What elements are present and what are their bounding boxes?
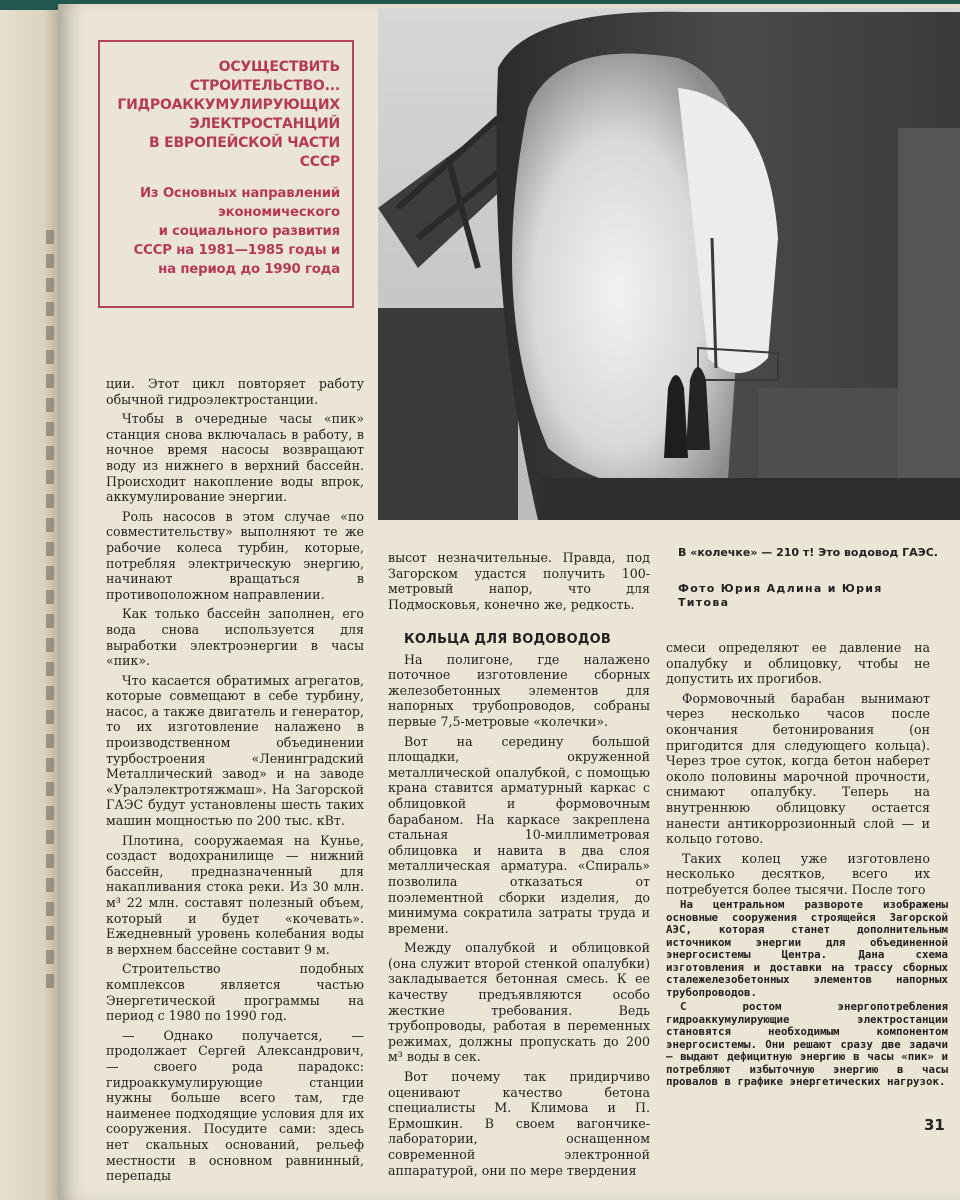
caption-text: В «колечке» — 210 т! Это водовод ГАЭС. xyxy=(678,546,938,559)
paragraph: Как только бассейн заполнен, его вода снова используется для выработки электроэнергии в часы «пик». xyxy=(106,606,364,669)
editorial-note xyxy=(666,899,948,1091)
paragraph: высот незначительные. Правда, под Загорском удастся получить 100-метровый напор, что для Подмосковья, конечно же, редкость. xyxy=(388,550,650,612)
paragraph: Вот на середину большой площадки, окруженной металлической опалубкой, с помощью крана ставится арматурный каркас с облицовкой и формовочным барабаном. На каркасе закреплена стальная 10-миллиметровая облицовка и навита в два слоя металлическая арматура. «Спираль» позволила отказаться от поэлементной сборки изделия, до минимума сократила затраты труда и времени. xyxy=(388,733,650,936)
paragraph: — Однако получается, — продолжает Сергей Александрович, — своего рода парадокс: гидроаккумулирующие станции нужны больше всего там, где наименее подходящие условия для их сооружения. Посудите сами: здесь нет скальных оснований, рельеф местности в основном равнинный, перепады xyxy=(106,1027,364,1184)
article-column-2-top xyxy=(388,550,650,616)
previous-page-edge xyxy=(0,10,62,1200)
article-column-1 xyxy=(106,376,364,1188)
headline-box xyxy=(98,40,354,308)
paragraph: Формовочный барабан вынимают через несколько часов после окончания бетонирования (он пригодится для следующего кольца). Через трое суток, когда бетон наберет около половины марочной прочности, снимают опалубку. Теперь на внутреннюю облицовку остается нанести антикоррозионный слой — и кольцо готово. xyxy=(666,690,930,847)
previous-page-text-fragments xyxy=(42,230,56,998)
headline-title: ОСУЩЕСТВИТЬ СТРОИТЕЛЬСТВО... ГИДРОАККУМУЛИРУЮЩИХ ЭЛЕКТРОСТАНЦИЙ В ЕВРОПЕЙСКОЙ ЧАСТИ СССР xyxy=(117,59,340,170)
paragraph: смеси определяют ее давление на опалубку и облицовку, чтобы не допустить их прогибов. xyxy=(666,640,930,687)
page-number: 31 xyxy=(924,1116,945,1134)
photo-credit: Фото Юрия Адлина и Юрия Титова xyxy=(678,582,883,609)
paragraph: Плотина, сооружаемая на Кунье, создаст водохранилище — нижний бассейн, предназначенный для накапливания стока реки. Из 30 млн. м³ 22 млн. составят полезный объем, который и будет «кочевать». Ежедневный уровень колебания воды в верхнем бассейне составит 9 м. xyxy=(106,832,364,957)
article-column-2 xyxy=(388,632,650,1182)
note-paragraph: С ростом энергопотребления гидроаккумулирующие электростанции становятся необходимым компонентом энергосистемы. Они решают сразу две задачи — выдают дефицитную энергию в часы «пик» и потребляют избыточную энергию в часы провалов в графике энергетических нагрузок. xyxy=(666,1000,948,1088)
paragraph: Чтобы в очередные часы «пик» станция снова включалась в работу, в ночное время насосы возвращают воду из нижнего в верхний бассейн. Происходит накопление воды впрок, аккумулирование энергии. xyxy=(106,411,364,505)
paragraph: Роль насосов в этом случае «по совместительству» выполняют те же рабочие колеса турбин, которые, потребляя электрическую энергию, начинают вращаться в противоположном направлении. xyxy=(106,508,364,602)
section-subheading: КОЛЬЦА ДЛЯ ВОДОВОДОВ xyxy=(404,632,612,647)
paragraph: Между опалубкой и облицовкой (она служит второй стенкой опалубки) закладывается бетонная смесь. К ее качеству предъявляются особо жесткие требования. Ведь трубопроводы, работая в переменных режимах, должны пропускать до 200 м³ воды в сек. xyxy=(388,940,650,1065)
paragraph: Вот почему так придирчиво оценивают качество бетона специалисты М. Климова и П. Ермошкин. В своем вагончике-лаборатории, оснащенном современной электронной аппаратурой, они по мере твердения xyxy=(388,1069,650,1178)
paragraph: Строительство подобных комплексов является частью Энергетической программы на период с 1980 по 1990 год. xyxy=(106,961,364,1024)
paragraph: Таких колец уже изготовлено несколько десятков, всего их потребуется более тысячи. После того xyxy=(666,850,930,897)
photo-caption xyxy=(678,546,938,610)
photo-illustration xyxy=(378,8,960,520)
paragraph: На полигоне, где налажено поточное изготовление сборных железобетонных элементов для напорных трубопроводов, собраны первые 7,5-метровые «колечки». xyxy=(388,651,650,729)
paragraph: Что касается обратимых агрегатов, которые совмещают в себе турбину, насос, а также двигатель и генератор, то их изготовление налажено в производственном объединении турбостроения «Ленинградский Металлический завод» и на заводе «Уралэлектротяжмаш». На Загорской ГАЭС будут установлены шесть таких машин мощностью по 200 тыс. кВт. xyxy=(106,672,364,829)
paragraph: ции. Этот цикл повторяет работу обычной гидроэлектростанции. xyxy=(106,376,364,407)
headline-source: Из Основных направлений экономического и социального развития СССР на 1981—1985 годы и на период до 1990 года xyxy=(133,186,340,277)
article-column-3 xyxy=(666,640,930,902)
note-paragraph: На центральном развороте изображены основные сооружения строящейся Загорской АЭС, которая станет дополнительным источником энергии для объединенной энергосистемы Центра. Дана схема изготовления и доставки на трассу сборных сталежелезобетонных элементов напорных трубопроводов. xyxy=(666,898,948,999)
photo-ring-image xyxy=(378,8,960,520)
magazine-page xyxy=(58,4,960,1200)
